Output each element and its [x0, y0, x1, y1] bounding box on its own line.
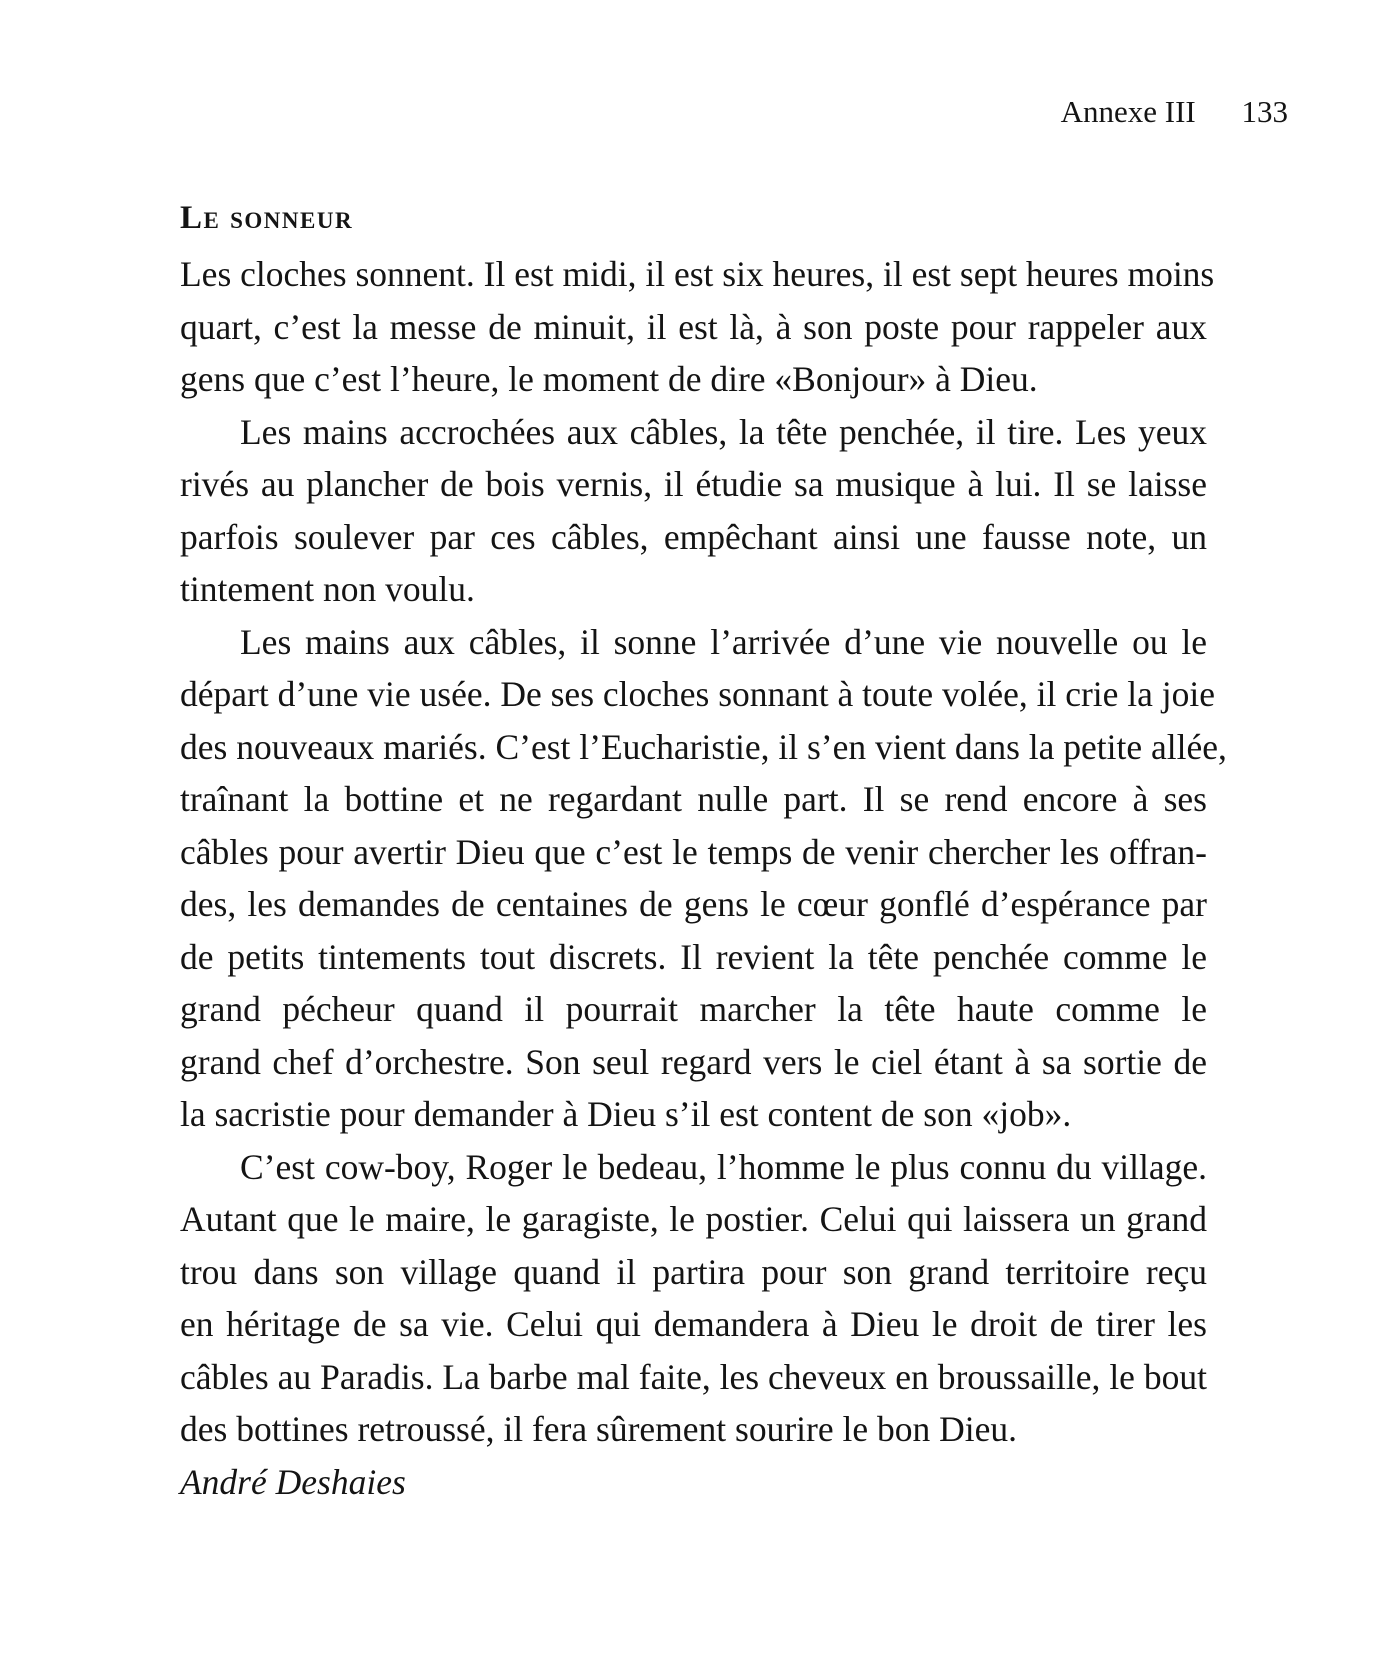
text-line: traînant la bottine et ne regardant nulle part. Il se rend encore à ses [180, 779, 1207, 819]
section-label: Annexe III [1060, 94, 1196, 129]
article-title-text: Le sonneur [180, 200, 354, 236]
text-line: des bottines retroussé, il fera sûrement sourire le bon Dieu. [180, 1409, 1017, 1449]
author-signature: André Deshaies [180, 1461, 406, 1502]
text-line: trou dans son village quand il partira pour son grand territoire reçu [180, 1251, 1207, 1292]
text-line: parfois soulever par ces câbles, empêchant ainsi une fausse note, un [180, 516, 1207, 557]
paragraph [180, 616, 1227, 1141]
text-line: départ d’une vie usée. De ses cloches sonnant à toute volée, il crie la joie [180, 674, 1216, 714]
text-line: en héritage de sa vie. Celui qui demandera à Dieu le droit de tirer les [180, 1304, 1207, 1344]
text-line: de petits tintements tout discrets. Il revient la tête penchée comme le [180, 936, 1207, 977]
text-line: des, les demandes de centaines de gens le cœur gonflé d’espérance par [180, 884, 1207, 924]
text-line: câbles au Paradis. La barbe mal faite, les cheveux en broussaille, le bout [180, 1356, 1207, 1397]
article [180, 196, 1227, 1508]
paragraph [180, 248, 1215, 406]
paragraph [180, 1141, 1207, 1456]
text-line: rivés au plancher de bois vernis, il étudie sa musique à lui. Il se laisse [180, 464, 1207, 504]
text-line: Les mains accrochées aux câbles, la tête penchée, il tire. Les yeux [240, 411, 1207, 452]
text-line: des nouveaux mariés. C’est l’Eucharistie, il s’en vient dans la petite allée, [180, 726, 1227, 767]
text-line: Autant que le maire, le garagiste, le postier. Celui qui laissera un grand [180, 1199, 1207, 1239]
running-header [1061, 92, 1288, 132]
text-line: câbles pour avertir Dieu que c’est le temps de venir chercher les offran- [180, 831, 1207, 872]
text-line: quart, c’est la messe de minuit, il est là, à son poste pour rappeler aux [180, 306, 1207, 347]
page-number: 133 [1241, 94, 1288, 129]
text-line: gens que c’est l’heure, le moment de dire «Bonjour» à Dieu. [180, 359, 1038, 399]
text-line: grand pécheur quand il pourrait marcher la tête haute comme le [180, 989, 1207, 1029]
article-title [180, 196, 1207, 248]
text-line: tintement non voulu. [180, 569, 475, 609]
text-line: Les cloches sonnent. Il est midi, il est six heures, il est sept heures moins [180, 254, 1215, 294]
paragraph [180, 406, 1207, 616]
text-line: grand chef d’orchestre. Son seul regard vers le ciel étant à sa sortie de [180, 1041, 1207, 1082]
text-line: C’est cow-boy, Roger le bedeau, l’homme le plus connu du village. [240, 1146, 1207, 1187]
text-line: la sacristie pour demander à Dieu s’il est content de son «job». [180, 1094, 1072, 1134]
text-line: Les mains aux câbles, il sonne l’arrivée d’une vie nouvelle ou le [240, 621, 1207, 662]
